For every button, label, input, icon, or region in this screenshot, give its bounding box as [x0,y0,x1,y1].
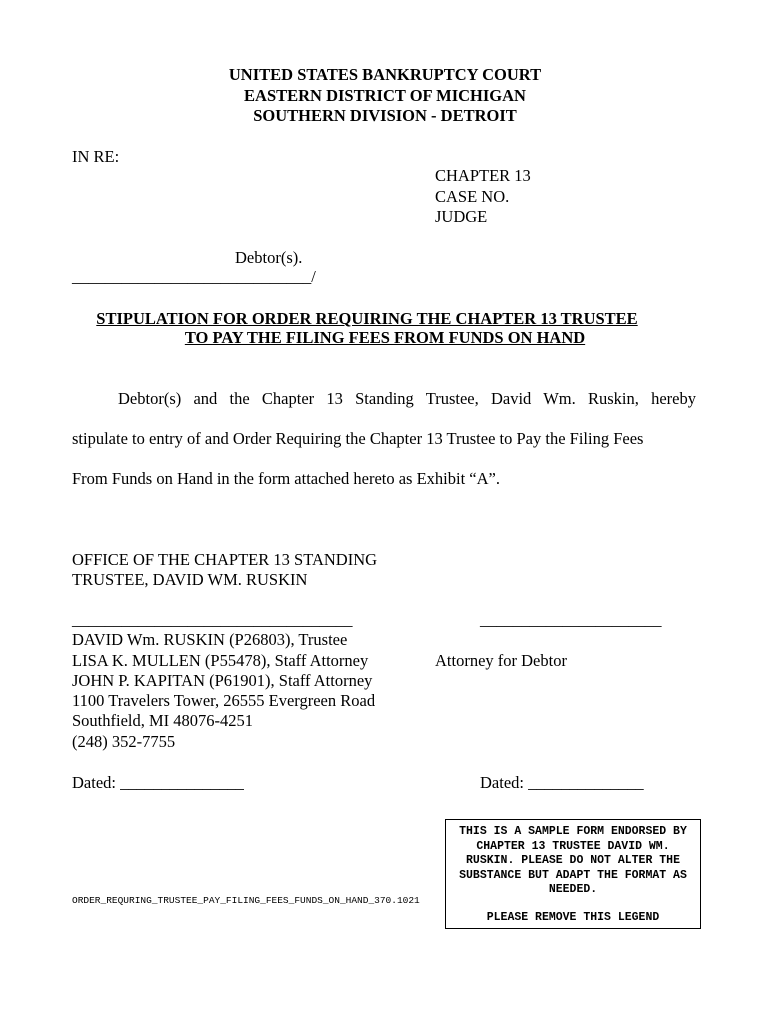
attorney-for-debtor-label: Attorney for Debtor [435,651,567,670]
court-district: EASTERN DISTRICT OF MICHIGAN [244,86,526,105]
document-title-line1: STIPULATION FOR ORDER REQUIRING THE CHAPTER 13 TRUSTEE [96,309,638,328]
sample-form-legend [445,819,701,929]
judge-label: JUDGE [435,207,488,226]
body-line-3: From Funds on Hand in the form attached hereto as Exhibit “A”. [72,469,500,488]
court-name: UNITED STATES BANKRUPTCY COURT [228,65,542,84]
staff-attorney-2: JOHN P. KAPITAN (P61901), Staff Attorney [72,671,373,690]
legend-remove-text: PLEASE REMOVE THIS LEGEND [486,910,660,924]
address-line-1: 1100 Travelers Tower, 26555 Evergreen Road [72,691,376,710]
document-title-line2: TO PAY THE FILING FEES FROM FUNDS ON HAND [184,328,586,347]
body-line-1: Debtor(s) and the Chapter 13 Standing Trustee, David Wm. Ruskin, hereby [118,389,696,408]
debtor-attorney-signature-rule: ______________________ [480,610,662,629]
debtor-label: Debtor(s). [235,248,303,267]
trustee-name: DAVID Wm. RUSKIN (P26803), Trustee [72,630,348,649]
case-no-label: CASE NO. [435,187,510,206]
dated-right: Dated: ______________ [480,773,644,792]
chapter-label: CHAPTER 13 [435,166,531,185]
caption-rule: _____________________________/ [72,267,316,286]
trustee-signature-rule: __________________________________ [72,610,353,629]
legend-text: THIS IS A SAMPLE FORM ENDORSED BY CHAPTER 13 TRUSTEE DAVID WM. RUSKIN. PLEASE DO NOT ALTER THE SUBSTANCE BUT ADAPT THE FORMAT AS NEEDED. [459,825,687,896]
body-line-2: stipulate to entry of and Order Requiring the Chapter 13 Trustee to Pay the Filing Fees [72,429,644,448]
dated-left: Dated: _______________ [72,773,244,792]
office-line-2: TRUSTEE, DAVID WM. RUSKIN [72,570,308,589]
document-footer-id: ORDER_REQURING_TRUSTEE_PAY_FILING_FEES_FUNDS_ON_HAND_370.1021 [72,895,420,906]
staff-attorney-1: LISA K. MULLEN (P55478), Staff Attorney [72,651,369,670]
in-re-label: IN RE: [72,147,120,166]
phone-number: (248) 352-7755 [72,732,176,751]
office-line-1: OFFICE OF THE CHAPTER 13 STANDING [72,550,378,569]
address-line-2: Southfield, MI 48076-4251 [72,711,254,730]
court-division: SOUTHERN DIVISION - DETROIT [253,106,517,125]
